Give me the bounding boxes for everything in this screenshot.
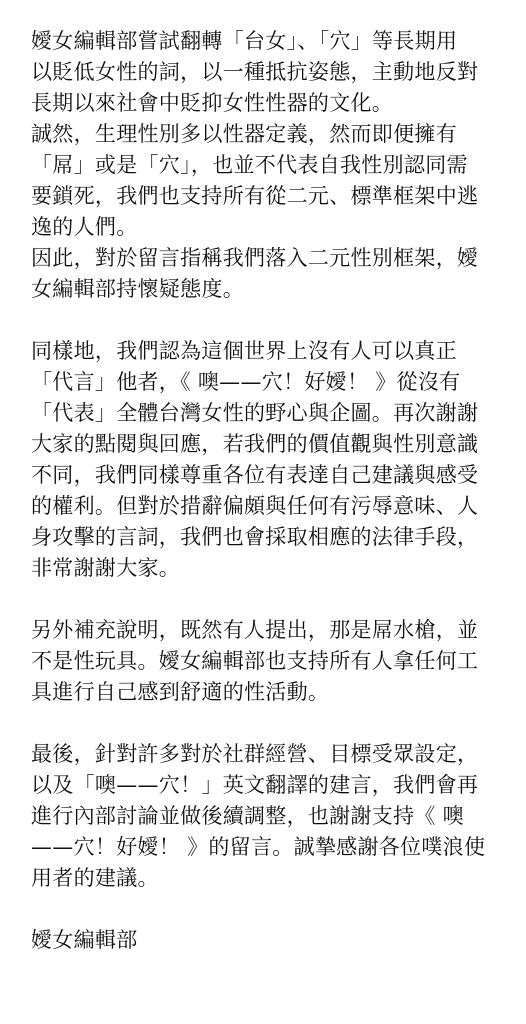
text-line: 的權利。但對於措辭偏頗與任何有污辱意味、人 xyxy=(31,494,479,518)
paragraph xyxy=(31,26,501,119)
paragraph-gap xyxy=(31,708,501,739)
text-line: ——穴！好嬡！ 》的留言。誠摯感謝各位噗浪使 xyxy=(31,835,486,859)
paragraph xyxy=(31,336,501,584)
paragraph xyxy=(31,739,501,894)
paragraph-gap xyxy=(31,584,501,615)
paragraph-gap xyxy=(31,894,501,925)
text-line: 女編輯部持懷疑態度。 xyxy=(31,277,244,301)
statement-body xyxy=(31,26,501,956)
signature-paragraph xyxy=(31,925,501,956)
paragraph xyxy=(31,119,501,243)
text-line: 要鎖死，我們也支持所有從二元、標準框架中逃 xyxy=(31,184,479,208)
text-line: 因此，對於留言指稱我們落入二元性別框架，嬡 xyxy=(31,246,479,270)
signature-line: 嬡女編輯部 xyxy=(31,928,138,952)
text-line: 「代表」全體台灣女性的野心與企圖。再次謝謝 xyxy=(31,401,479,425)
text-line: 同樣地，我們認為這個世界上沒有人可以真正 xyxy=(31,339,457,363)
text-line: 另外補充說明，既然有人提出，那是屌水槍，並 xyxy=(31,618,479,642)
text-line: 進行內部討論並做後續調整，也謝謝支持《 噢 xyxy=(31,804,464,828)
text-line: 「代言」他者，《 噢——穴！好嬡！ 》從沒有 xyxy=(31,370,461,394)
text-line: 最後，針對許多對於社群經營、目標受眾設定， xyxy=(31,742,479,766)
text-line: 「屌」或是「穴」，也並不代表自我性別認同需 xyxy=(31,153,468,177)
text-line: 用者的建議。 xyxy=(31,866,159,890)
text-line: 以貶低女性的詞，以一種抵抗姿態，主動地反對 xyxy=(31,60,479,84)
text-line: 非常謝謝大家。 xyxy=(31,556,181,580)
text-line: 不是性玩具。嬡女編輯部也支持所有人拿任何工 xyxy=(31,649,479,673)
paragraph xyxy=(31,243,501,305)
text-line: 大家的點閱與回應，若我們的價值觀與性別意識 xyxy=(31,432,479,456)
paragraph xyxy=(31,615,501,708)
text-line: 誠然，生理性別多以性器定義，然而即便擁有 xyxy=(31,122,457,146)
text-line: 身攻擊的言詞，我們也會採取相應的法律手段， xyxy=(31,525,479,549)
text-line: 嬡女編輯部嘗試翻轉「台女」、「穴」等長期用 xyxy=(31,29,458,53)
text-line: 逸的人們。 xyxy=(31,215,138,239)
paragraph-gap xyxy=(31,305,501,336)
text-line: 具進行自己感到舒適的性活動。 xyxy=(31,680,330,704)
text-line: 不同，我們同樣尊重各位有表達自己建議與感受 xyxy=(31,463,479,487)
text-line: 以及「噢——穴！」英文翻譯的建言，我們會再 xyxy=(31,773,479,797)
text-line: 長期以來社會中貶抑女性性器的文化。 xyxy=(31,91,394,115)
